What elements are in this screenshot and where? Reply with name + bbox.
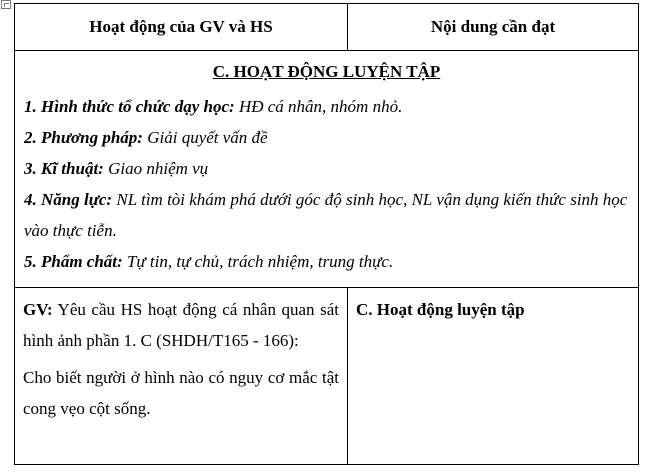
item-label: 1. Hình thức tổ chức dạy học: [24, 97, 235, 116]
practice-section-row [15, 51, 639, 288]
teacher-activity-cell [15, 288, 348, 465]
item-competency [24, 184, 629, 246]
activity-row [15, 288, 639, 465]
gv-instruction [23, 294, 339, 356]
header-required-content: Nội dung cần đạt [348, 4, 639, 51]
gv-instruction-text: Yêu cầu HS hoạt động cá nhân quan sát hình ảnh phần 1. C (SHDH/T165 - 166): [23, 300, 339, 350]
item-label: 3. Kĩ thuật: [24, 159, 104, 178]
item-value: Tự tin, tự chủ, trách nhiệm, trung thực. [122, 252, 394, 271]
item-organization-form [24, 91, 629, 122]
item-label: 5. Phẩm chất: [24, 252, 123, 271]
gv-question: Cho biết người ở hình nào có nguy cơ mắc tật cong vẹo cột sống. [23, 368, 339, 418]
item-technique [24, 153, 629, 184]
table-move-handle-icon[interactable] [1, 0, 11, 9]
lesson-table [14, 3, 639, 465]
table-header-row [15, 4, 639, 51]
item-quality [24, 246, 629, 277]
item-value: HĐ cá nhân, nhóm nhỏ. [234, 97, 403, 116]
item-method [24, 122, 629, 153]
item-label: 4. Năng lực: [24, 190, 113, 209]
section-title: C. HOẠT ĐỘNG LUYỆN TẬP [212, 62, 441, 81]
header-teacher-student-activity: Hoạt động của GV và HS [15, 4, 348, 51]
content-cell [348, 288, 639, 465]
item-value: Giải quyết vấn đề [142, 128, 268, 147]
gv-tag: GV: [23, 300, 53, 319]
item-value: NL tìm tòi khám phá dưới góc độ sinh học, NL vận dụng kiến thức sinh học vào thực tiễn. [24, 190, 628, 240]
item-value: Giao nhiệm vụ [103, 159, 209, 178]
item-label: 2. Phương pháp: [24, 128, 143, 147]
practice-section-cell [15, 51, 639, 288]
practice-activity-title: C. Hoạt động luyện tập [356, 300, 525, 319]
